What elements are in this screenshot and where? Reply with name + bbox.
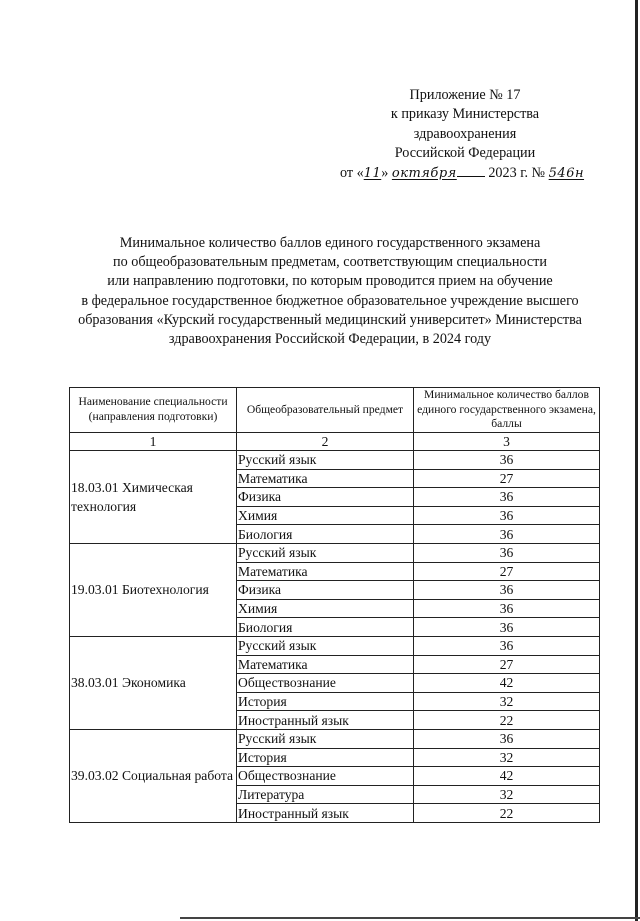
score-cell: 22 (414, 804, 600, 823)
score-cell: 32 (414, 692, 600, 711)
subject-cell: Физика (237, 581, 414, 600)
date-day-handwritten: 11 (363, 165, 382, 181)
subject-cell: Иностранный язык (237, 711, 414, 730)
subject-cell: Обществознание (237, 674, 414, 693)
subject-cell: Обществознание (237, 767, 414, 786)
score-cell: 32 (414, 785, 600, 804)
subject-cell: Химия (237, 599, 414, 618)
score-cell: 27 (414, 469, 600, 488)
subject-cell: Литература (237, 785, 414, 804)
subject-cell: Физика (237, 488, 414, 507)
score-cell: 36 (414, 451, 600, 470)
score-cell: 36 (414, 581, 600, 600)
appendix-date-line (339, 164, 585, 183)
score-cell: 36 (414, 729, 600, 748)
score-cell: 36 (414, 543, 600, 562)
score-cell: 36 (414, 636, 600, 655)
appendix-number: Приложение № 17 (409, 87, 521, 103)
table-header-row (70, 388, 600, 433)
subject-cell: Русский язык (237, 451, 414, 470)
scores-table (69, 387, 600, 823)
column-number: 1 (70, 433, 237, 451)
subject-cell: Русский язык (237, 636, 414, 655)
subject-cell: История (237, 692, 414, 711)
order-number-handwritten: 546н (548, 165, 585, 181)
specialty-cell: 38.03.01 Экономика (70, 636, 237, 729)
document-title (60, 234, 600, 349)
subject-cell: Иностранный язык (237, 804, 414, 823)
score-cell: 36 (414, 506, 600, 525)
subject-cell: Биология (237, 618, 414, 637)
date-mid: » (381, 164, 389, 181)
page-edge-bottom (180, 917, 640, 919)
score-cell: 27 (414, 655, 600, 674)
specialty-cell: 18.03.01 Химическая технология (70, 451, 237, 544)
specialty-cell: 39.03.02 Социальная работа (70, 729, 237, 822)
title-line: Минимальное количество баллов единого государственного экзамена (119, 235, 541, 251)
table-row (70, 729, 600, 748)
column-number-row (70, 433, 600, 451)
title-line: или направлению подготовки, по которым проводится прием на обучение (107, 273, 553, 290)
subject-cell: История (237, 748, 414, 767)
table-row (70, 636, 600, 655)
appendix-country: Российской Федерации (394, 145, 536, 162)
specialty-cell: 19.03.01 Биотехнология (70, 543, 237, 636)
subject-cell: Математика (237, 469, 414, 488)
subject-cell: Русский язык (237, 543, 414, 562)
score-cell: 27 (414, 562, 600, 581)
header-min-score: Минимальное количество баллов единого государственного экзамена, баллы (414, 388, 600, 433)
subject-cell: Химия (237, 506, 414, 525)
header-specialty: Наименование специальности (направления подготовки) (70, 388, 237, 433)
score-cell: 36 (414, 618, 600, 637)
appendix-header (339, 86, 585, 183)
date-blank-line (457, 164, 485, 177)
title-line: в федеральное государственное бюджетное образовательное учреждение высшего (81, 292, 579, 309)
table-row (70, 543, 600, 562)
subject-cell: Математика (237, 562, 414, 581)
subject-cell: Русский язык (237, 729, 414, 748)
appendix-order-ref: к приказу Министерства (390, 106, 540, 123)
date-year: 2023 г. № (488, 164, 546, 181)
title-line: образования «Курский государственный медицинский университет» Министерства (78, 311, 582, 328)
date-month-handwritten: октября (391, 165, 457, 181)
score-cell: 36 (414, 488, 600, 507)
score-cell: 36 (414, 599, 600, 618)
header-subject: Общеобразовательный предмет (237, 388, 414, 433)
table-row (70, 451, 600, 470)
subject-cell: Математика (237, 655, 414, 674)
score-cell: 36 (414, 525, 600, 544)
score-cell: 32 (414, 748, 600, 767)
subject-cell: Биология (237, 525, 414, 544)
date-prefix: от « (339, 164, 364, 181)
title-line: здравоохранения Российской Федерации, в 2024 году (168, 331, 492, 348)
appendix-ministry: здравоохранения (413, 125, 517, 142)
page-edge-right (635, 0, 638, 921)
score-cell: 42 (414, 674, 600, 693)
score-cell: 42 (414, 767, 600, 786)
column-number: 3 (414, 433, 600, 451)
score-cell: 22 (414, 711, 600, 730)
title-line: по общеобразовательным предметам, соответствующим специальности (113, 254, 547, 271)
column-number: 2 (237, 433, 414, 451)
